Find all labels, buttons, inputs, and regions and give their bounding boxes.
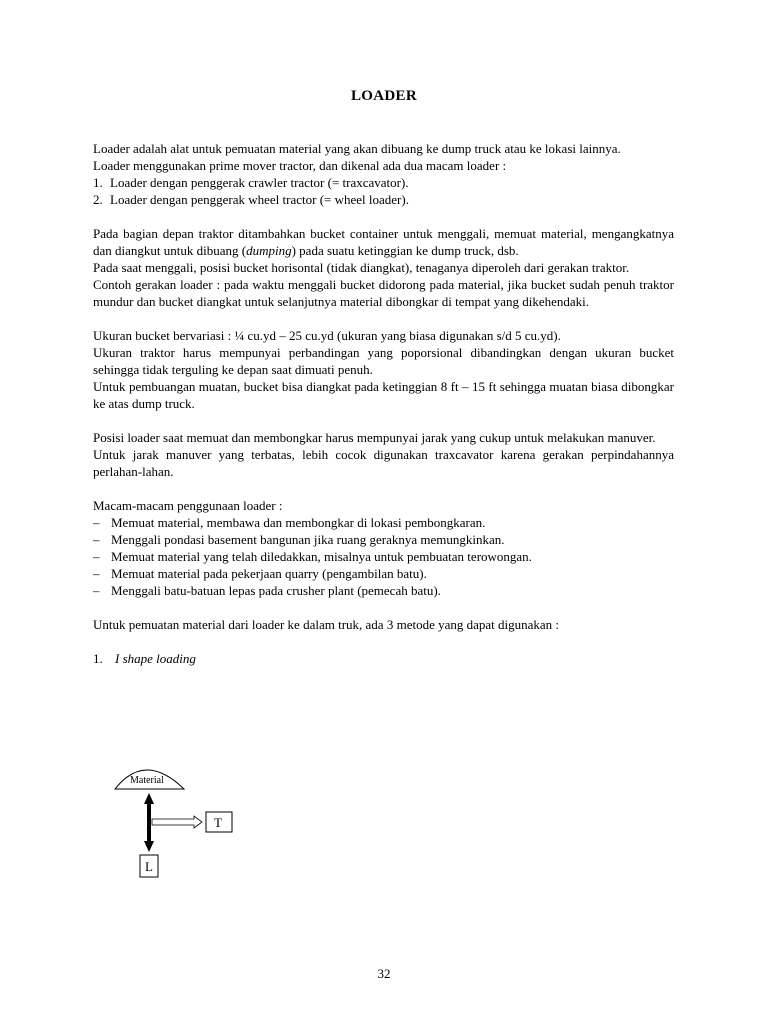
list-item xyxy=(93,531,674,548)
paragraph: Posisi loader saat memuat dan membongkar harus mempunyai jarak yang cukup untuk melakukan manuver. xyxy=(93,430,656,445)
list-dash: – xyxy=(93,532,100,547)
paragraph-text: ) pada suatu ketinggian ke dump truck, dsb. xyxy=(291,243,519,258)
paragraph: Loader adalah alat untuk pemuatan material yang akan dibuang ke dump truck atau ke lokasi lainnya. xyxy=(93,141,621,156)
list-text: Loader dengan penggerak wheel tractor (= wheel loader). xyxy=(110,192,409,207)
paragraph: Ukuran bucket bervariasi : ¼ cu.yd – 25 cu.yd (ukuran yang biasa digunakan s/d 5 cu.yd). xyxy=(93,328,561,343)
truck-label: T xyxy=(214,815,222,830)
paragraph: Loader menggunakan prime mover tractor, dan dikenal ada dua macam loader : xyxy=(93,158,507,173)
list-text: Memuat material pada pekerjaan quarry (pengambilan batu). xyxy=(111,566,427,581)
list-item xyxy=(93,514,674,531)
list-item xyxy=(93,565,674,582)
list-item xyxy=(93,174,674,191)
paragraph: Untuk jarak manuver yang terbatas, lebih cocok digunakan traxcavator karena gerakan perpindahannya perlahan-lahan. xyxy=(93,447,674,479)
list-text: Memuat material yang telah diledakkan, misalnya untuk pembuatan terowongan. xyxy=(111,549,532,564)
paragraph: Untuk pemuatan material dari loader ke dalam truk, ada 3 metode yang dapat digunakan : xyxy=(93,617,560,632)
paragraph: Untuk pembuangan muatan, bucket bisa diangkat pada ketinggian 8 ft – 15 ft sehingga muatan biasa dibongkar ke atas dump truck. xyxy=(93,379,674,411)
list-item xyxy=(93,548,674,565)
page-title: LOADER xyxy=(351,88,417,104)
list-text: Menggali batu-batuan lepas pada crusher plant (pemecah batu). xyxy=(111,583,441,598)
paragraph xyxy=(93,225,674,259)
list-text: Loader dengan penggerak crawler tractor (= traxcavator). xyxy=(110,175,409,190)
list-dash: – xyxy=(93,566,100,581)
paragraph: Contoh gerakan loader : pada waktu menggali bucket didorong pada material, jika bucket sudah penuh traktor mundur dan bucket diangkat untuk selanjutnya material dibongkar di tempat yang dikehendaki. xyxy=(93,277,674,309)
method-title: I shape loading xyxy=(115,651,196,666)
list-text: Menggali pondasi basement bangunan jika ruang geraknya memungkinkan. xyxy=(111,532,505,547)
hollow-arrow-to-truck xyxy=(152,816,202,828)
i-shape-loading-diagram xyxy=(110,755,260,885)
method-number: 1. xyxy=(93,651,103,666)
material-label: Material xyxy=(130,775,164,786)
page-number: 32 xyxy=(377,966,391,981)
list-number: 1. xyxy=(93,175,103,190)
paragraph: Pada saat menggali, posisi bucket horisontal (tidak diangkat), tenaganya diperoleh dari gerakan traktor. xyxy=(93,260,630,275)
method-heading xyxy=(93,650,674,667)
italic-term: dumping xyxy=(246,243,292,258)
loader-label: L xyxy=(145,859,153,874)
list-number: 2. xyxy=(93,192,103,207)
paragraph: Macam-macam penggunaan loader : xyxy=(93,498,283,513)
list-item xyxy=(93,191,674,208)
arrow-up-head xyxy=(144,793,154,804)
arrow-down-head xyxy=(144,841,154,852)
list-dash: – xyxy=(93,515,100,530)
list-item xyxy=(93,582,674,599)
paragraph: Ukuran traktor harus mempunyai perbandingan yang poporsional dibandingkan dengan ukuran bucket sehingga tidak terguling ke depan saat dimuati penuh. xyxy=(93,345,674,377)
list-dash: – xyxy=(93,549,100,564)
list-dash: – xyxy=(93,583,100,598)
list-text: Memuat material, membawa dan membongkar di lokasi pembongkaran. xyxy=(111,515,486,530)
document-body xyxy=(93,140,674,667)
paragraph-text: Pada bagian depan traktor ditambahkan bucket container untuk menggali, memuat material, mengangkatnya dan diangkut untuk dibuang ( xyxy=(93,226,674,258)
